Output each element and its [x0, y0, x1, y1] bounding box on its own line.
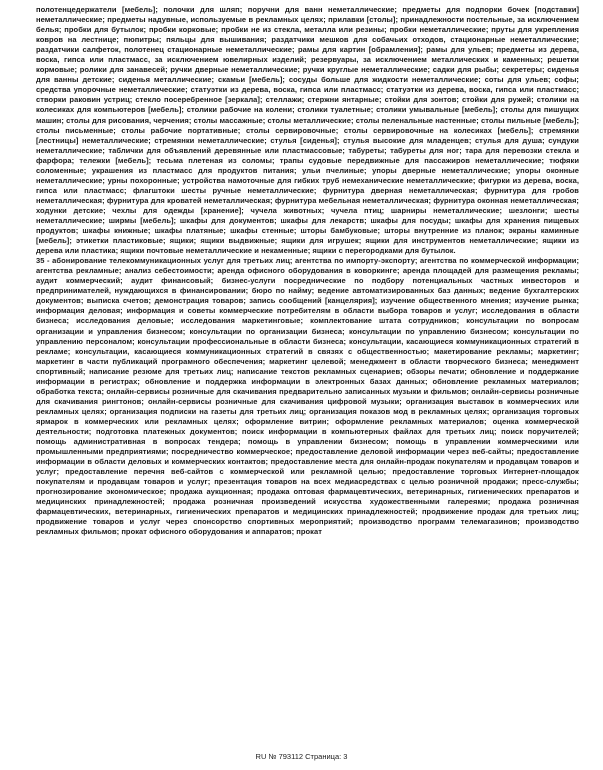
paragraph-class-20-continuation: полотенцедержатели [мебель]; полочки для шляп; поручни для ванн неметаллические; предметы для подпорки бочек [подставки] неметаллические; предметы надувные, используемые в рекламных целях; прилавки [столы]; принадлежности постельные, за исключением белья; пробки для бутылок; пробки корковые; пробки не из стекла, металла или резины; пробки неметаллические; пруты для укрепления ковров на лестнице; пюпитры; пяльцы для вышивания; раздатчики мешков для собачьих отходов, стационарные неметаллические; раздатчики салфеток, полотенец стационарные неметаллические; рамы для картин [обрамления]; рамы для ульев; предметы из дерева, воска, гипса или пластмасс, за исключением ювелирных изделий; резервуары, за исключением металлических и каменных; решетки кормовые; ролики для занавесей; ручки дверные неметаллические; ручки круглые неметаллические; садки для рыбы; секретеры; сиденья для ванны детские; сиденья металлические; скамьи [мебель]; сосуды больше для жидкости неметаллические; соты для ульев; софы; средства упорочные неметаллические; статуэтки из дерева, воска, гипса или пластмасс; статуэтки из дерева, воска, гипса или пластмасс; створки раковин устриц; стекло посеребренное [зеркала]; стеллажи; стержни янтарные; стойки для зонтов; стойки для ружей; столики на колесиках для компьютеров [мебель]; столики рабочие на колени; столики туалетные; столики умывальные [мебель]; столы для пишущих машин; столы для рисования, черчения; столы массажные; столы металлические; столы пеленальные настенные; столы пильные [мебель]; столы письменные; столы рабочие портативные; столы сервировочные; столы сервировочные на колесиках [мебель]; стремянки [лестницы] неметаллические; стремянки неметаллические; стулья [сиденья]; стулья высокие для младенцев; стулья для душа; сундуки неметаллические; таблички для объявлений деревянные или пластмассовые; табуреты; табуреты для ног; тара для перевозки стекла и фарфора; тележки [мебель]; тесьма плетеная из соломы; трапы судовые передвижные для пассажиров неметаллические; тюфяки соломенные; украшения из пластмасс для продуктов питания; ульи пчелиные; упоры дверные неметаллические; упоры оконные неметаллические; урны похоронные; устройства намоточные для гибких труб немеханические неметаллические; фигурки из дерева, воска, гипса или пластмасс; флагштоки шесты ручные неметаллические; фурнитура дверная неметаллическая; фурнитура для гробов неметаллическая; фурнитура для кроватей неметаллическая; фурнитура мебельная неметаллическая; фурнитура оконная неметаллическая; ходунки детские; чехлы для одежды [хранение]; чучела животных; чучела птиц; шарниры неметаллические; шезлонги; шесты неметаллические; ширмы [мебель]; шкафы для документов; шкафы для лекарств; шкафы для посуды; шкафы для хранения пищевых продуктов; шкафы книжные; шкафы платяные; шкафы стенные; шторы бамбуковые; шторы внутренние из планок; экраны каминные [мебель]; этикетки пластиковые; ящики; ящики выдвижные; ящики для игрушек; ящики для инструментов неметаллические; ящики из дерева или пластика; ящики почтовые неметаллические и некаменные; ящики с перегородками для бутылок. [36, 5, 579, 256]
paragraph-class-35: 35 - абонирование телекоммуникационных услуг для третьих лиц; агентства по импорту-экспорту; агентства по коммерческой информации; агентства рекламные; анализ себестоимости; аренда офисного оборудования в коворкинге; аренда площадей для размещения рекламы; аудит коммерческий; аудит финансовый; бизнес-услуги посреднические по подбору потенциальных частных инвесторов и предпринимателей, нуждающихся в финансировании; бюро по найму; ведение автоматизированных баз данных; ведение бухгалтерских документов; выписка счетов; демонстрация товаров; запись сообщений [канцелярия]; изучение общественного мнения; изучение рынка; информация деловая; информация и советы коммерческие потребителям в области выбора товаров и услуг; исследования в области бизнеса; исследования деловые; исследования маркетинговые; комплектование штата сотрудников; консультации по вопросам организации и управления бизнесом; консультации по организации бизнеса; консультации по управлению бизнесом; консультации по управлению персоналом; консультации профессиональные в области бизнеса; консультации, касающиеся коммуникационных стратегий в рекламе; консультации, касающиеся коммуникационных стратегий в связях с общественностью; макетирование рекламы; маркетинг; маркетинг в части публикаций програмного обеспечения; маркетинг целевой; менеджмент в области творческого бизнеса; менеджмент спортивный; написание резюме для третьих лиц; написание текстов рекламных сценариев; обзоры печати; обновление и поддержание информации в регистрах; обновление и поддержка информации в электронных базах данных; обновление рекламных материалов; обработка текста; онлайн-сервисы розничные для скачивания предварительно записанных музыки и фильмов; онлайн-сервисы розничные для скачивания рингтонов; онлайн-сервисы розничные для скачивания цифровой музыки; организация выставок в коммерческих или рекламных целях; организация подписки на газеты для третьих лиц; организация показов мод в рекламных целях; организация торговых ярмарок в коммерческих или рекламных целях; оформление витрин; оформление рекламных материалов; оценка коммерческой деятельности; подготовка платежных документов; поиск информации в компьютерных файлах для третьих лиц; поиск поручителей; помощь административная в вопросах тендера; помощь в управлении бизнесом; помощь в управлении коммерческими или промышленными предприятиями; посредничество коммерческое; предоставление деловой информации через веб-сайты; предоставление информации в области деловых и коммерческих контактов; предоставление места для онлайн-продаж покупателям и продавцам товаров и услуг; предоставление перечня веб-сайтов с коммерческой или рекламной целью; предоставление торговых Интернет-площадок покупателям и продавцам товаров и услуг; презентация товаров на всех медиасредствах с целью розничной продажи; пресс-службы; прогнозирование экономическое; продажа аукционная; продажа оптовая фармацевтических, ветеринарных, гигиенических препаратов и медицинских принадлежностей; продажа розничная произведений искусства художественными галереями; продажа розничная фармацевтических, ветеринарных, гигиенических препаратов и медицинских принадлежностей; продвижение продаж для третьих лиц; продвижение товаров и услуг через спонсорство спортивных мероприятий; производство программ телемагазинов; производство рекламных фильмов; прокат офисного оборудования и аппаратов; прокат [36, 256, 579, 537]
document-body [36, 5, 579, 537]
page-footer: RU № 793112 Страница: 3 [255, 752, 348, 761]
